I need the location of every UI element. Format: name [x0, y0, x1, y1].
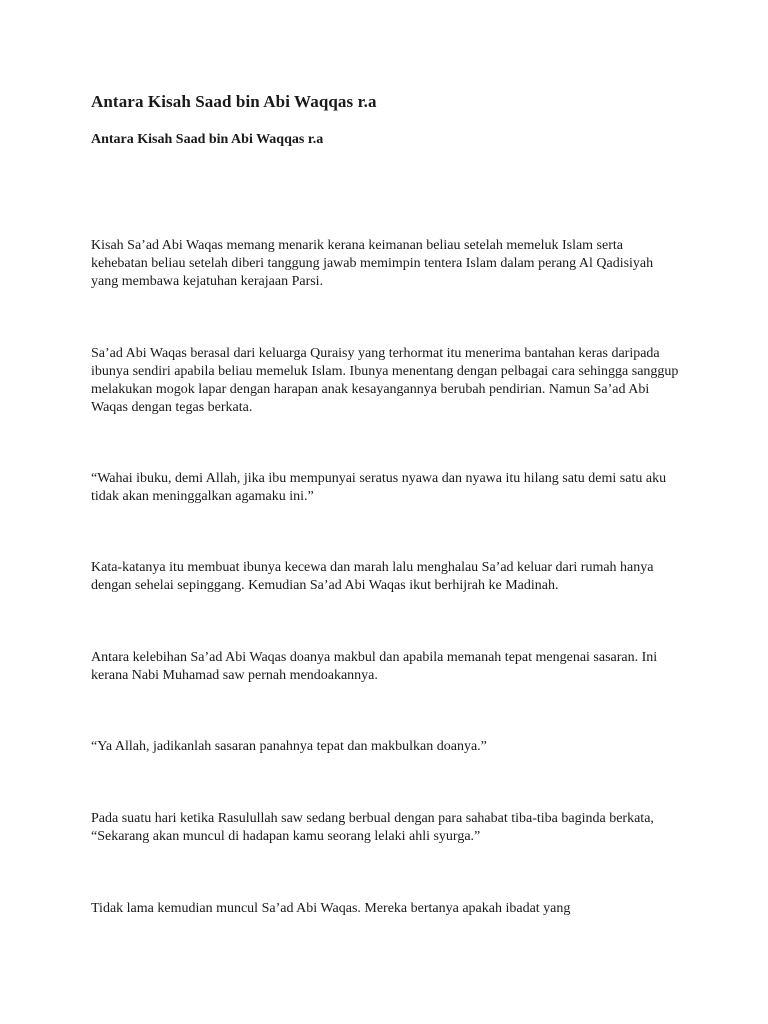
paragraph: Kisah Sa’ad Abi Waqas memang menarik kerana keimanan beliau setelah memeluk Islam serta kehebatan beliau setelah diberi tanggung jawab memimpin tentera Islam dalam perang Al Qadisiyah yang membawa kejatuhan kerajaan Parsi.: [91, 238, 654, 289]
document-title: Antara Kisah Saad bin Abi Waqqas r.a: [91, 92, 377, 111]
paragraph: Tidak lama kemudian muncul Sa’ad Abi Waqas. Mereka bertanya apakah ibadat yang: [91, 901, 571, 916]
paragraph: Pada suatu hari ketika Rasulullah saw sedang berbual dengan para sahabat tiba-tiba baginda berkata, “Sekarang akan muncul di hadapan kamu seorang lelaki ahli syurga.”: [91, 811, 654, 844]
quote-paragraph: “Ya Allah, jadikanlah sasaran panahnya tepat dan makbulkan doanya.”: [91, 739, 487, 754]
paragraph: Antara kelebihan Sa’ad Abi Waqas doanya makbul dan apabila memanah tepat mengenai sasaran. Ini kerana Nabi Muhamad saw pernah mendoakannya.: [91, 650, 658, 683]
paragraph: Kata-katanya itu membuat ibunya kecewa dan marah lalu menghalau Sa’ad keluar dari rumah hanya dengan sehelai sepinggang. Kemudian Sa’ad Abi Waqas ikut berhijrah ke Madinah.: [91, 560, 654, 593]
quote-paragraph: “Wahai ibuku, demi Allah, jika ibu mempunyai seratus nyawa dan nyawa itu hilang satu demi satu aku tidak akan meninggalkan agamaku ini.”: [91, 471, 667, 504]
paragraph: Sa’ad Abi Waqas berasal dari keluarga Quraisy yang terhormat itu menerima bantahan keras daripada ibunya sendiri apabila beliau memeluk Islam. Ibunya menentang dengan pelbagai cara sehingga sanggup melakukan mogok lapar dengan harapan anak kesayangannya berubah pendirian. Namun Sa’ad Abi Waqas dengan tegas berkata.: [91, 346, 679, 415]
document-subtitle: Antara Kisah Saad bin Abi Waqqas r.a: [91, 132, 324, 147]
